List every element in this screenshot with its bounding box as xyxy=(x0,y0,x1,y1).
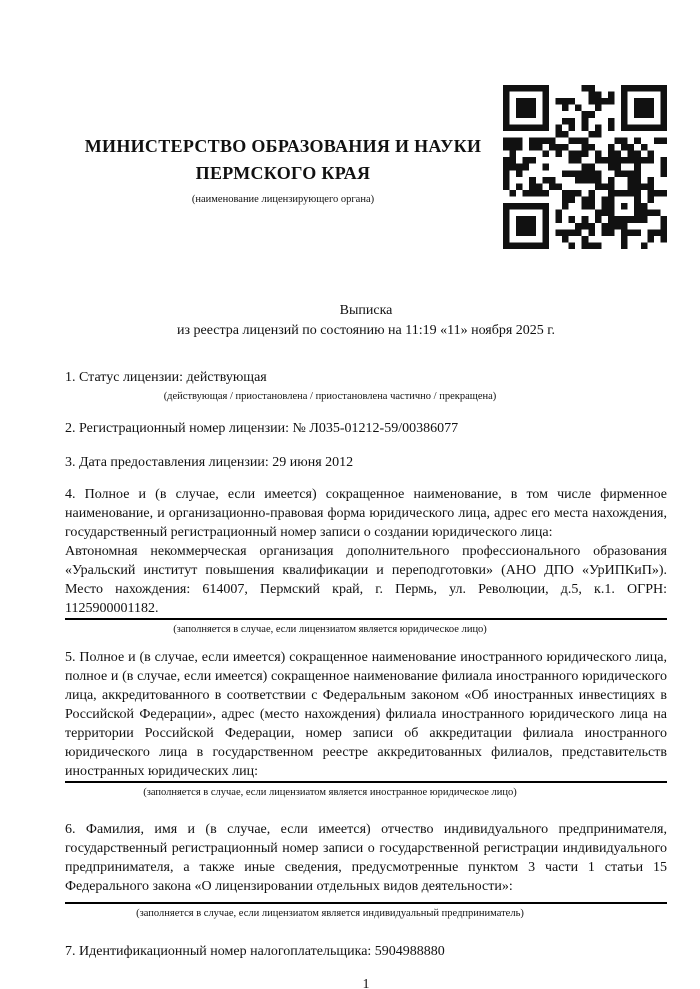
qr-code-icon xyxy=(503,85,667,249)
ministry-name-line1: МИНИСТЕРСТВО ОБРАЗОВАНИЯ И НАУКИ xyxy=(84,136,482,156)
section-license-grant-date xyxy=(65,453,667,472)
document-header xyxy=(65,85,667,249)
legal-entity-note: (заполняется в случае, если лицензиатом является юридическое лицо) xyxy=(173,624,487,635)
license-status-line xyxy=(65,368,667,387)
license-status-label: 1. Статус лицензии: xyxy=(65,370,184,385)
document-title-line2: из реестра лицензий по состоянию на 11:19 «11» ноября 2025 г. xyxy=(177,323,555,338)
license-grant-date-value: 29 июня 2012 xyxy=(272,455,354,470)
license-grant-date-line xyxy=(65,453,667,472)
legal-entity-label: 4. Полное и (в случае, если имеется) сокращенное наименование, в том числе фирменное наименование, и организационно-правовая форма юридического лица, адрес его места нахождения, государственный регистрационный номер записи о создании юридического лица: xyxy=(65,487,667,540)
taxpayer-id-line xyxy=(65,942,667,961)
section-registration-number xyxy=(65,419,667,438)
document-title-line1: Выписка xyxy=(339,303,393,318)
foreign-legal-entity-label: 5. Полное и (в случае, если имеется) сокращенное наименование иностранного юридического лица, полное и (в случае, если имеется) сокращенное наименование филиала иностранного юридического лица, аккредитованного в соответствии с Федеральным законом «Об иностранных инвестициях в Российской Федерации», адрес (место нахождения) филиала иностранного юридического лица на территории Российской Федерации, номер записи об аккредитации филиала иностранного юридического лица в государственном реестре аккредитованных филиалов, представительств иностранных юридических лиц: xyxy=(65,650,667,779)
taxpayer-id-value: 5904988880 xyxy=(374,944,445,959)
registration-number-value: № Л035-01212-59/00386077 xyxy=(292,421,459,436)
section-taxpayer-id xyxy=(65,942,667,961)
registration-number-label: 2. Регистрационный номер лицензии: xyxy=(65,421,290,436)
section-legal-entity xyxy=(65,485,667,638)
ministry-name-line2: ПЕРМСКОГО КРАЯ xyxy=(195,163,371,183)
licensing-authority-caption: (наименование лицензирующего органа) xyxy=(191,194,375,205)
foreign-legal-entity-note: (заполняется в случае, если лицензиатом является иностранное юридическое лицо) xyxy=(143,787,517,798)
license-status-value: действующая xyxy=(186,370,267,385)
fill-in-rule xyxy=(65,902,667,904)
section-license-status xyxy=(65,368,667,405)
license-status-note: (действующая / приостановлена / приостановлена частично / прекращена) xyxy=(163,391,497,402)
page-number: 1 xyxy=(362,977,370,989)
legal-entity-value: Автономная некоммерческая организация дополнительного профессионального образования «Уральский институт повышения квалификации и переподготовки» (АНО ДПО «УрИПКиП»). Место нахождения: 614007, Пермский край, г. Пермь, ул. Революции, д.5, к.1. ОГРН: 1125900001182. xyxy=(65,544,667,616)
licensing-authority xyxy=(65,85,501,207)
section-individual-entrepreneur xyxy=(65,820,667,922)
individual-entrepreneur-label: 6. Фамилия, имя и (в случае, если имеется) отчество индивидуального предпринимателя, государственный регистрационный номер записи о государственной регистрации индивидуального предпринимателя, а также иные сведения, предусмотренные пунктом 3 части 1 статьи 15 Федерального закона «О лицензировании отдельных видов деятельности»: xyxy=(65,822,667,894)
document-title xyxy=(65,301,667,341)
individual-entrepreneur-note: (заполняется в случае, если лицензиатом является индивидуальный предприниматель) xyxy=(136,908,524,919)
license-grant-date-label: 3. Дата предоставления лицензии: xyxy=(65,455,269,470)
fill-in-rule xyxy=(65,618,667,620)
registration-number-line xyxy=(65,419,667,438)
section-foreign-legal-entity xyxy=(65,648,667,801)
taxpayer-id-label: 7. Идентификационный номер налогоплательщика: xyxy=(65,944,372,959)
fill-in-rule xyxy=(65,781,667,783)
